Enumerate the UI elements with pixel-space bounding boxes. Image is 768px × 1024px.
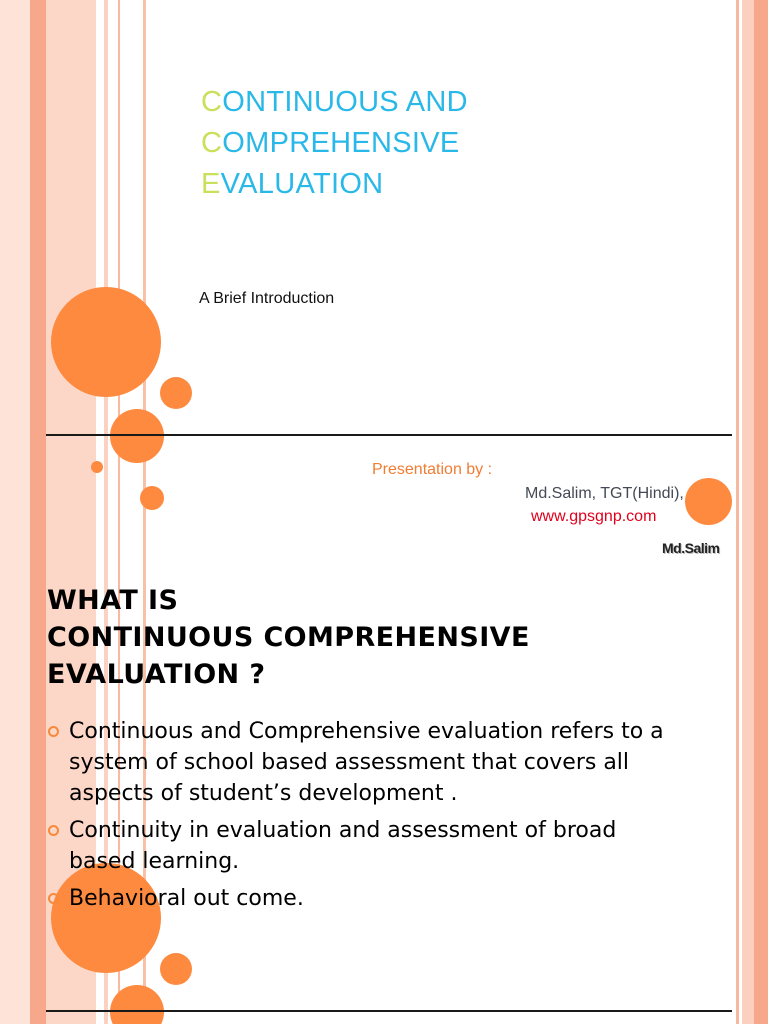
title-initial: C [201, 86, 223, 118]
title-initial: E [201, 168, 221, 200]
decor-circle-small [160, 377, 192, 409]
subtitle: A Brief Introduction [199, 290, 335, 307]
bullet-text: Continuity in evaluation and assessment of broad based learning. [69, 818, 617, 874]
bullet-circle-icon [48, 825, 59, 836]
author-name: Md.Salim, TGT(Hindi), [525, 485, 684, 502]
right-stripe-light [742, 0, 754, 576]
divider-line [46, 434, 732, 436]
title-initial: C [201, 127, 223, 159]
decor-circle-large [51, 287, 161, 397]
author-watermark: Md.Salim [662, 540, 720, 556]
heading-line: WHAT IS [47, 585, 179, 616]
decor-circle-medium [110, 985, 164, 1024]
left-stripe-light [0, 0, 30, 576]
title-line-2 [201, 123, 460, 164]
slide-heading [47, 582, 530, 693]
title-text: VALUATION [220, 168, 384, 200]
bullet-text: Continuous and Comprehensive evaluation refers to a system of school based assessment that covers all aspects of student’s development . [69, 719, 664, 806]
left-stripe-dark [30, 0, 46, 576]
left-stripe-pale [46, 0, 96, 576]
presented-by-label: Presentation by : [372, 461, 493, 478]
title-line-3 [201, 164, 383, 205]
content-slide [0, 576, 768, 1024]
bullet-text: Behavioral out come. [69, 886, 304, 911]
left-stripe-dark [30, 576, 46, 1024]
bullet-circle-icon [48, 893, 59, 904]
decor-circle-tiny [91, 461, 103, 473]
title-line-1 [201, 82, 468, 123]
right-stripe-dark [754, 576, 768, 1024]
list-item [47, 716, 687, 809]
heading-line: EVALUATION ? [47, 659, 266, 690]
list-item [47, 883, 687, 914]
decor-circle-right [685, 478, 732, 525]
left-stripe-light [0, 576, 30, 1024]
heading-line: CONTINUOUS COMPREHENSIVE [47, 622, 530, 653]
decor-circle-small-2 [140, 486, 164, 510]
divider-line [46, 1010, 732, 1012]
decor-circle-medium [110, 409, 164, 463]
right-stripe-light [742, 576, 754, 1024]
bullet-list [47, 716, 687, 920]
title-text: OMPREHENSIVE [222, 127, 460, 159]
website-link[interactable]: www.gpsgnp.com [531, 508, 657, 525]
right-stripe-dark [754, 0, 768, 576]
right-stripe-line [736, 576, 739, 1024]
right-stripe-line [736, 0, 739, 576]
bullet-circle-icon [48, 726, 59, 737]
title-text: ONTINUOUS AND [222, 86, 468, 118]
decor-circle-small [160, 953, 192, 985]
list-item [47, 815, 687, 877]
